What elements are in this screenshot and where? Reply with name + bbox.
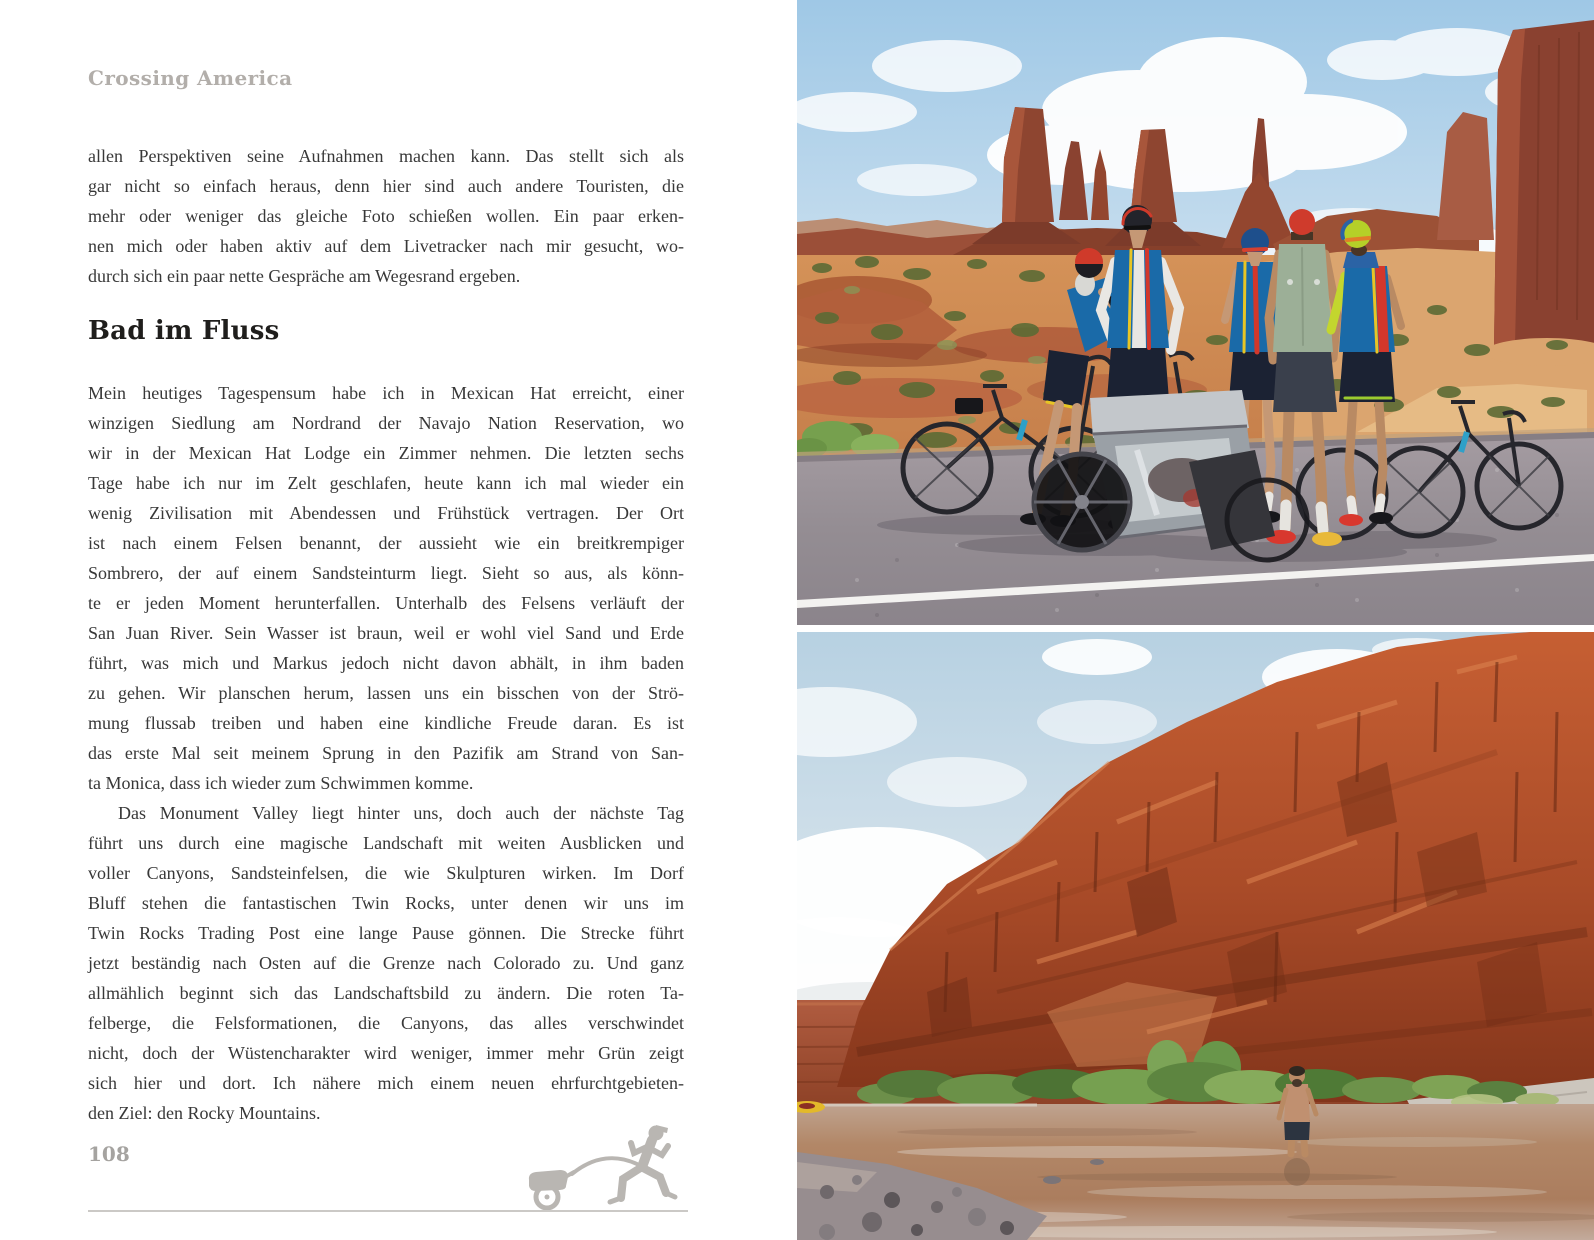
text-line: führt, was mich und Markus jedoch nicht davon abhält, in ihm baden xyxy=(88,653,684,673)
text-line: allen Perspektiven seine Aufnahmen machen kann. Das stellt sich als xyxy=(88,146,684,166)
text-line: mehr oder weniger das gleiche Foto schießen wollen. Ein paar erken- xyxy=(88,206,684,226)
right-mesa xyxy=(1485,20,1594,366)
top-photo-monument-valley xyxy=(797,0,1594,625)
text-line: te er jeden Moment herunterfallen. Unterhalb des Felsens verläuft der xyxy=(88,593,684,613)
text-line: nen mich oder haben aktiv auf dem Livetracker nach mir gesucht, wo- xyxy=(88,236,684,256)
text-line: Twin Rocks Trading Post eine lange Pause gönnen. Die Strecke führt xyxy=(88,923,684,943)
text-line: Tage habe ich nur im Zelt geschlafen, heute kann ich mal wieder ein xyxy=(88,473,684,493)
text-line: San Juan River. Sein Wasser ist braun, weil er wohl viel Sand und Erde xyxy=(88,623,684,643)
text-line: zu gehen. Wir planschen herum, lassen uns ein bisschen von der Strö- xyxy=(88,683,684,703)
text-line: nicht, doch der Wüstencharakter wird weniger, immer mehr Grün zeigt xyxy=(88,1043,684,1063)
text-line: wir in der Mexican Hat Lodge ein Zimmer nehmen. Die letzten sechs xyxy=(88,443,684,463)
paragraph xyxy=(88,141,684,291)
text-line: Mein heutiges Tagespensum habe ich in Mexican Hat erreicht, einer xyxy=(88,383,684,403)
text-line: das erste Mal seit meinem Sprung in den Pazifik am Strand von San- xyxy=(88,743,684,763)
section-heading: Bad im Fluss xyxy=(88,316,280,346)
text-line: ta Monica, dass ich wieder zum Schwimmen komme. xyxy=(88,773,474,793)
text-line: den Ziel: den Rocky Mountains. xyxy=(88,1103,321,1123)
text-line: Das Monument Valley liegt hinter uns, doch auch der nächste Tag xyxy=(118,803,684,823)
text-line: jetzt beständig nach Osten auf die Grenze nach Colorado zu. Und ganz xyxy=(88,953,684,973)
text-line: mung flussab treiben und haben eine kindliche Freude daran. Es ist xyxy=(88,713,684,733)
text-line: gar nicht so einfach heraus, denn hier sind auch andere Touristen, die xyxy=(88,176,684,196)
text-line: ist nach einem Felsen benannt, der aussieht wie ein breitkrempiger xyxy=(88,533,684,553)
running-header: Crossing America xyxy=(88,66,293,90)
page-number: 108 xyxy=(88,1142,130,1166)
text-line: sich hier und dort. Ich nähere mich einem neuen ehrfurchtgebieten- xyxy=(88,1073,684,1093)
text-line: durch sich ein paar nette Gespräche am Wegesrand ergeben. xyxy=(88,266,521,286)
paragraph xyxy=(88,798,684,1128)
footer-rule xyxy=(88,1210,688,1212)
text-line: allmählich beginnt sich das Landschaftsbild zu ändern. Die roten Ta- xyxy=(88,983,684,1003)
runner-with-trailer-icon xyxy=(520,1120,692,1212)
bottom-photo-river-cliff xyxy=(797,632,1594,1240)
text-line: Bluff stehen die fantastischen Twin Rocks, unter denen wir uns im xyxy=(88,893,684,913)
text-line: wenig Zivilisation mit Abendessen und Frühstück vertragen. Der Ort xyxy=(88,503,684,523)
paragraph xyxy=(88,378,684,798)
text-line: winzigen Siedlung am Nordrand der Navajo Nation Reservation, wo xyxy=(88,413,684,433)
text-line: Sombrero, der auf einem Sandsteinturm liegt. Sieht so aus, als könn- xyxy=(88,563,684,583)
text-line: führt uns durch eine magische Landschaft mit weiten Ausblicken und xyxy=(88,833,684,853)
text-line: felberge, die Felsformationen, die Canyons, das alles verschwindet xyxy=(88,1013,684,1033)
text-line: voller Canyons, Sandsteinfelsen, die wie Skulpturen wirken. Im Dorf xyxy=(88,863,684,883)
